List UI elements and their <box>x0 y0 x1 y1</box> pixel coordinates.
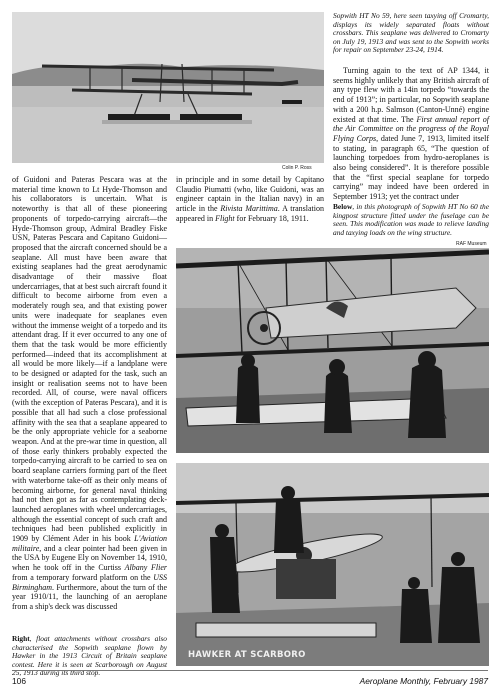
article-column-2 <box>176 175 324 224</box>
caption-top-text: Sopwith HT No 59, here seen taxying off Cromarty, displays its widely separated floats without crossbars. This seaplane was delivered to Cromarty on July 19, 1913 and was sent to the Sopwith works for repair on September 23-24, 1914. <box>333 11 489 55</box>
footer-rule <box>12 670 488 671</box>
col2-text-2: . A translation appeared in <box>176 204 325 223</box>
col3-text-2: , dated June 7, 1913, limited itself to stating, in paragraph 65, “The question of launching torpedoes from hydro-aeroplanes is also being considered”. It is therefore possible that the “first special seaplane for torpedo carrying” may indeed have been ordered in September 1913; yet the contract under <box>333 133 489 202</box>
photo-seaplane-cromarty <box>12 12 324 163</box>
caption-right <box>12 635 167 678</box>
article-column-1 <box>12 175 167 612</box>
col1-uss-birmingham: USS Birmingham <box>12 572 167 592</box>
photo-hawker-scarborough <box>176 463 489 666</box>
photo-seaplane-kingpost <box>176 248 489 453</box>
caption-right-text: , float attachments without crossbars also characterised the Sopwith seaplane flown by Hawker in the 1913 Circuit of Britain seaplane contest. Here it is seen at Scarborough on August 25, 1913 during its third stop. <box>12 634 167 678</box>
col2-flight: Flight <box>215 213 235 223</box>
photo-credit-middle: RAF Museum <box>456 241 487 247</box>
col2-text-3: for February 18, 1911. <box>234 213 309 223</box>
col1-albany-flier: Albany Flier <box>124 563 168 573</box>
page-number: 106 <box>12 676 26 686</box>
col1-text-3: from a temporary forward platform on the <box>12 572 154 582</box>
publication-footer: Aeroplane Monthly, February 1987 <box>359 676 488 686</box>
caption-right-lead: Right <box>12 634 30 643</box>
caption-below-lead: Below <box>333 202 353 211</box>
col1-text-2: , and a clear pointer had been given in the USA by Eugene Ely on November 14, 1910, when he took off in the Curtiss <box>12 543 167 573</box>
col3-report-title: First annual report of the Air Committee on the progress of the Royal Flying Corps <box>333 114 489 143</box>
col2-rivista-marittima: Rivista Marittima <box>220 204 278 214</box>
caption-below <box>333 203 489 237</box>
caption-below-text: , in this photograph of Sopwith HT No 60 the kingpost structure fitted under the fuselage can be seen. This modification was made to relieve landing and taxying loads on the wing structure. <box>333 202 489 237</box>
photo-credit-top: Colin P. Ross <box>282 165 312 171</box>
col1-book-title: L'Aviation militaire <box>12 534 167 553</box>
col3-text-1: Turning again to the text of AP 1344, it seems highly unlikely that any British aircraft of any type flew with a 14in torpedo “towards the end of 1913”; in particular, no Sopwith seaplane with a 200 h.p. Salmson (Canton-Unné) engine existed at that time. The <box>333 66 489 124</box>
photo-inscription: HAWKER AT SCARBORO <box>188 650 306 660</box>
col1-text-4: . Furthermore, about the turn of the year 1910/11, the launching of an aeroplane from a ship's deck was discussed <box>12 582 167 611</box>
col1-text-1: of Guidoni and Pateras Pescara was at the material time known to Lt Hyde-Thomson and his collaborators is uncertain. What is noteworthy is that all of these pioneering proponents of torpedo-carrying aircraft—the Hyde-Thomson group, Admiral Bradley Fiske USN, Pateras Pescara and Capitano Guidoni—proposed that the aircraft concerned should be a seaplane. All must have been aware that existing seaplanes had the great aerodynamic disadvantage of their massive float undercarriages, that at best such aircraft found it difficult to become airborne from even a moderately rough sea, and that existing power units were inadequate for seaplanes even without the immense weight of a torpedo and its attendant drag. If it ever occurred to any one of them that the task would be more efficiently performed—indeed that its accomplishment at all would be more likely—if a landplane were to be designed or adapted for the task, such an insight or realisation seems not to have been recorded. All, of course, were naval officers (with the exception of Pateras Pescara), and it is possible that all had such a close professional affinity with the sea that a seaplane appeared to be the only appropriate vehicle for a seaborne weapon. And at the pre-war time in question, all of those early thinkers probably expected the torpedo-carrying aircraft to be carried to sea on board seaplane carriers forming part of the fleet with waterborne take-off as their only means of becoming airborne, for general naval thinking had not then got as far as contemplating deck-launched aeroplanes with wheel undercarriages, although the essential concept of such craft and techniques had been published explicitly in 1909 by Clément Ader in his book <box>12 175 167 544</box>
article-column-3 <box>333 66 489 202</box>
caption-top <box>333 12 489 55</box>
col2-text-1: in principle and in some detail by Capitano Claudio Piumatti (who, like Guidoni, was an engineer captain in the Italian navy) in an article in the <box>176 175 324 214</box>
